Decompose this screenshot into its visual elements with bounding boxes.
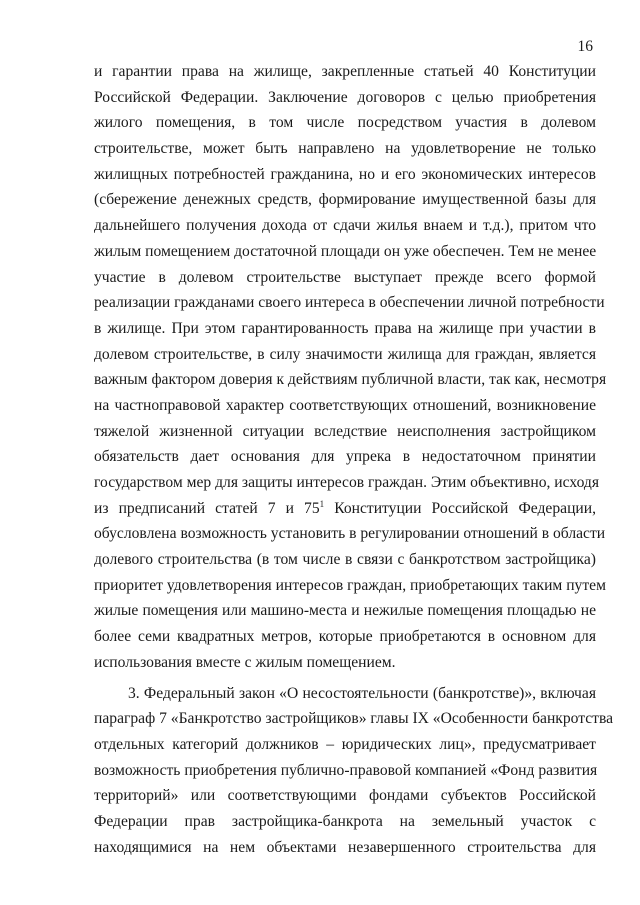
text-line: отдельных категорий должников – юридических лиц», предусматривает [94, 735, 596, 753]
text-line: государством мер для защиты интересов граждан. Этим объективно, исходя [94, 474, 600, 491]
line-text-before-sup: из предписаний статей 7 и 75 [94, 499, 320, 517]
text-line: Российской Федерации. Заключение договоров с целью приобретения [94, 88, 596, 106]
text-line: приоритет удовлетворения интересов граждан, приобретающих таким путем [94, 576, 606, 594]
text-line: жилые помещения или машино-места и нежилые помещения площадью не [94, 602, 596, 620]
text-line: параграф 7 «Банкротство застройщиков» главы IX «Особенности банкротства [94, 710, 614, 728]
text-line: обязательств дает основания для упрека в недостаточном принятии [94, 448, 596, 466]
superscript: 1 [319, 498, 325, 509]
text-line: в жилище. При этом гарантированность права на жилище при участии в [94, 319, 596, 337]
text-line: жилищных потребностей гражданина, но и его экономических интересов [94, 165, 596, 183]
text-line: долевом строительстве, в силу значимости жилища для граждан, является [94, 345, 596, 363]
text-line: возможность приобретения публично-правовой компанией «Фонд развития [94, 761, 598, 779]
paragraph-2 [94, 681, 614, 861]
page-number: 16 [577, 38, 593, 55]
text-line: строительстве, может быть направлено на удовлетворение не только [94, 140, 596, 158]
text-line: Федерации прав застройщика-банкрота на земельный участок с [94, 812, 596, 830]
text-line: важным фактором доверия к действиям публичной власти, так как, несмотря [94, 371, 607, 389]
text-line: участие в долевом строительстве выступает прежде всего формой [94, 268, 596, 286]
text-line-indent: 3. Федеральный закон «О несостоятельности (банкротстве)», включая [128, 684, 596, 702]
text-line: обусловлена возможность установить в регулировании отношений в области [94, 525, 606, 543]
text-line: жилым помещением достаточной площади он уже обеспечен. Тем не менее [94, 242, 597, 260]
text-line-with-superscript [94, 496, 596, 522]
text-line: и гарантии права на жилище, закрепленные статьей 40 Конституции [94, 63, 596, 80]
text-line: долевого строительства (в том числе в связи с банкротством застройщика) [94, 551, 596, 569]
text-line: жилого помещения, в том числе посредством участия в долевом [94, 114, 596, 132]
text-line: (сбережение денежных средств, формирование имущественной базы для [94, 191, 596, 209]
text-line-last: использования вместе с жилым помещением. [94, 653, 396, 671]
text-line: тяжелой жизненной ситуации вследствие неисполнения застройщиком [94, 422, 596, 440]
text-line: реализации гражданами своего интереса в обеспечении личной потребности [94, 294, 605, 312]
text-line: территорий» или соответствующими фондами субъектов Российской [94, 787, 596, 805]
text-line: находящимися на нем объектами незавершенного строительства для [94, 838, 596, 856]
text-line: на частноправовой характер соответствующих отношений, возникновение [94, 396, 596, 414]
paragraph-1 [94, 59, 607, 676]
document-body [94, 59, 614, 860]
text-line: более семи квадратных метров, которые приобретаются в основном для [94, 628, 596, 646]
line-text-after-sup: Конституции Российской Федерации, [324, 499, 597, 517]
text-line: дальнейшего получения дохода от сдачи жилья внаем и т.д.), притом что [94, 217, 596, 235]
